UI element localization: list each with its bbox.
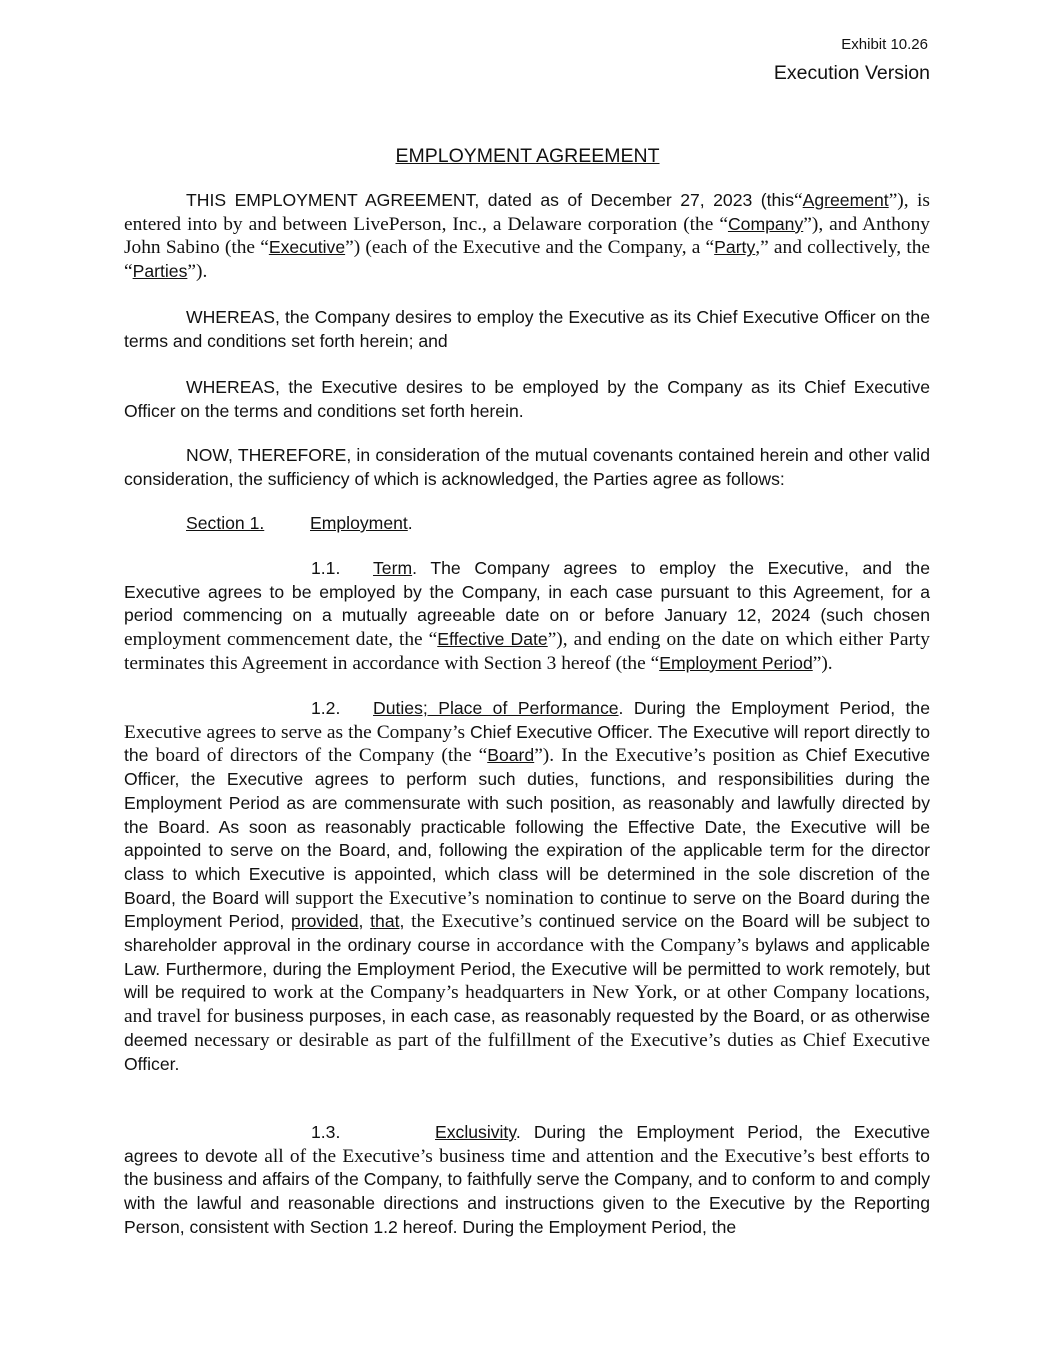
defined-term-executive: Executive (268, 237, 346, 258)
intro-text-4: ”), and Anthony John Sabino (the “ (124, 213, 930, 259)
clause-1-2-text-16: business purposes, in each case, as reasonably requested by the Board, or as otherwise deemed (124, 1006, 930, 1050)
defined-term-party: Party (714, 237, 756, 258)
intro-paragraph (124, 189, 930, 284)
clause-1-1-text-4: ”). (812, 652, 833, 674)
clause-1-2-text-2: Executive agrees to serve as the Company’s (124, 721, 471, 743)
term-provided: provided (291, 911, 359, 932)
defined-term-board: Board (487, 745, 535, 766)
defined-term-employment-period: Employment Period (659, 652, 813, 673)
clause-1-2-text-7: support the Executive’s nomination (295, 887, 580, 909)
whereas-paragraph-2 (124, 376, 930, 423)
clause-1-1-number: 1.1. (311, 558, 341, 578)
defined-term-company: Company (727, 213, 804, 234)
exhibit-label: Exhibit 10.26 (841, 36, 928, 53)
intro-text-6: ,” and collectively, the “ (124, 237, 931, 283)
clause-1-2-text-18: Officer. (124, 1053, 180, 1074)
now-therefore-paragraph (124, 444, 930, 491)
clause-1-2-text-1: . During the Employment Period, the (618, 698, 930, 718)
clause-1-2-text-9: , (358, 911, 371, 932)
clause-1-3-text-4: to the business and affairs of the Company, to faithfully serve the Company, and to conform to and comply with the lawful and reasonable directions and instructions given to the Executive by the Reporting Person, consistent with Section 1.2 hereof. During the Employment Period, the (124, 1145, 930, 1237)
clause-1-2-text-14: bylaws and applicable Law. Furthermore, during the Employment Period, the Executive will be permitted to work remotely, but will be required to (124, 935, 930, 1003)
whereas-1-text: WHEREAS, the Company desires to employ the Executive as its Chief Executive Officer on the terms and conditions set forth herein; and (124, 307, 930, 351)
whereas-2-text: WHEREAS, the Executive desires to be employed by the Company as its Chief Executive Officer on the terms and conditions set forth herein. (124, 377, 930, 421)
defined-term-parties: Parties (132, 261, 188, 282)
clause-1-2-text-4: board of directors of the Company (the “ (155, 745, 488, 767)
clause-1-1-text-1: . The Company agrees to employ the Executive, and the Executive agrees to be employed by the Company, in each case pursuant to this Agreement, for a period commencing on a mutually agreeable date on or before January 12, 2024 (such chosen (124, 558, 930, 626)
section-1-number: Section 1. (186, 513, 265, 533)
clause-1-2 (124, 697, 930, 1076)
clause-1-2-text-5: ”). In the Executive’s position as (534, 745, 806, 767)
intro-text-1: THIS EMPLOYMENT AGREEMENT, dated as of December 27, 2023 (this (186, 190, 795, 210)
clause-1-2-text-12: continued service on the Board will be subject to shareholder approval in the ordinary course in (124, 911, 931, 956)
defined-term-agreement: Agreement (802, 190, 889, 210)
clause-1-1-text-3: ”), and ending on the date on which either Party terminates this Agreement in accordance with Section 3 hereof (the “ (124, 629, 930, 674)
clause-1-3 (124, 1121, 930, 1240)
clause-1-2-text-6: Chief Executive Officer, the Executive agrees to perform such duties, functions, and responsibilities during the Employment Period as are commensurate with such position, as reasonably and lawfully directed by the Board. As soon as reasonably practicable following the Effective Date, the Executive will be appointed to serve on the Board, and, following the expiration of the applicable term for the director class to which Executive is appointed, which class will be determined in the sole discretion of the Board, the Board will (124, 745, 930, 908)
clause-1-1 (124, 557, 930, 676)
clause-1-2-text-17: necessary or desirable as part of the fulfillment of the Executive’s duties as Chief Executive (194, 1029, 930, 1051)
clause-1-2-number: 1.2. (311, 698, 341, 718)
clause-1-2-text-15: work at the Company’s headquarters in New York, or at other Company locations, and travel for (124, 982, 931, 1028)
execution-version-label: Execution Version (773, 62, 930, 84)
intro-text-5: ”) (each of the Executive and the Company, a “ (345, 237, 715, 259)
section-1-title: Employment (310, 513, 408, 533)
clause-1-2-text-13: accordance with the Company’s (496, 935, 756, 957)
document-title: EMPLOYMENT AGREEMENT (395, 145, 660, 167)
clause-1-2-text-8: to continue to serve on the Board during the Employment Period, (124, 887, 930, 932)
intro-text-3: ”), is entered into by and between LivePerson, Inc., a Delaware corporation (the “ (124, 190, 930, 235)
section-1-heading (186, 513, 413, 534)
clause-1-3-text-2: agrees to devote (124, 1145, 265, 1166)
clause-1-2-text-3: Chief Executive Officer. The Executive will report directly to the (124, 721, 930, 766)
defined-term-effective-date: Effective Date (437, 629, 548, 650)
clause-1-2-heading: Duties; Place of Performance (373, 698, 619, 718)
now-therefore-text: NOW, THEREFORE, in consideration of the mutual covenants contained herein and other valid consideration, the sufficiency of which is acknowledged, the Parties agree as follows: (124, 445, 930, 489)
clause-1-1-text-2: employment commencement date, the “ (124, 629, 438, 651)
clause-1-3-heading: Exclusivity (435, 1122, 516, 1142)
intro-text-7: ”). (187, 261, 208, 283)
term-that: that (370, 911, 400, 932)
whereas-paragraph-1 (124, 306, 930, 353)
clause-1-1-heading: Term (373, 558, 413, 578)
section-1-period: . (407, 513, 413, 533)
intro-text-2: “ (794, 190, 803, 211)
clause-1-3-text-3: all of the Executive’s business time and attention and the Executive’s best efforts (264, 1145, 916, 1167)
clause-1-3-number: 1.3. (311, 1122, 341, 1142)
clause-1-3-text-1: . During the Employment Period, the Executive (515, 1122, 930, 1142)
clause-1-2-text-10: , (399, 911, 412, 932)
clause-1-2-text-11: the Executive’s (411, 911, 539, 933)
